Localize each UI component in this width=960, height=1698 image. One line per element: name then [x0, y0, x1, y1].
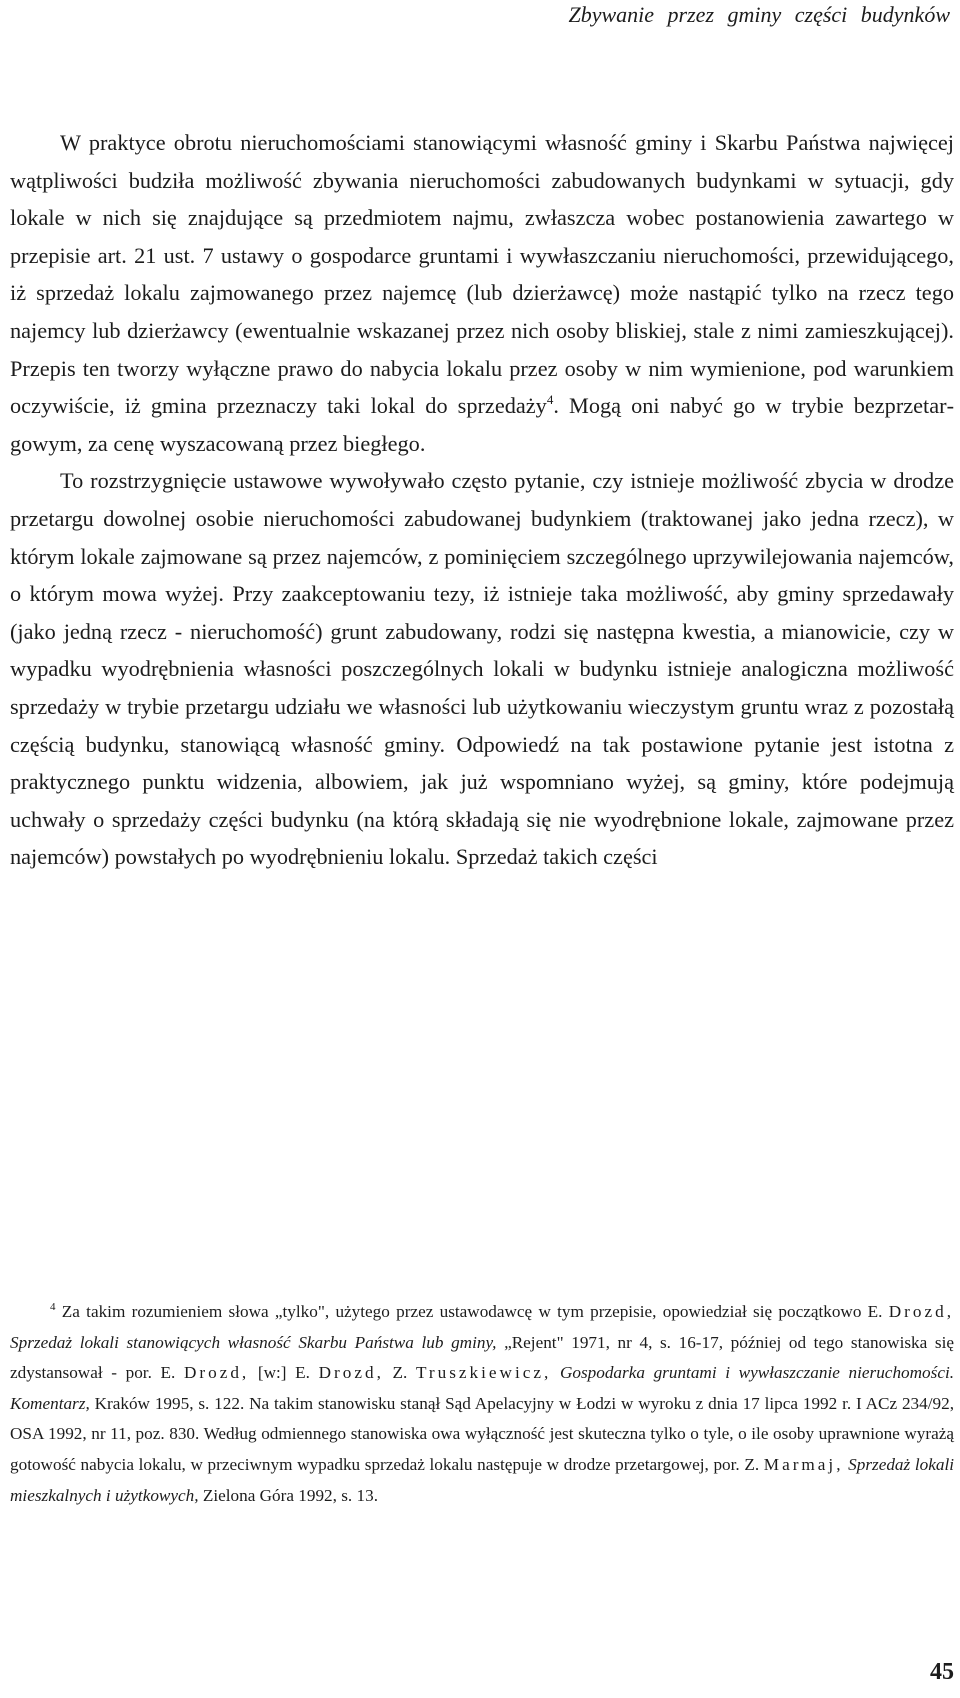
author-name: Drozd, [888, 1302, 955, 1321]
work-title: Sprzedaż lokali stanowiących własność Skarbu Państwa lub gminy, [10, 1332, 497, 1352]
footnote-text: Za takim rozumieniem słowa „tylko", użytego przez ustawodawcę w tym przepisie, opowiedział się początkowo E. [61, 1302, 883, 1321]
paragraph-2: To rozstrzygnięcie ustawowe wywoływało często pytanie, czy istnieje możliwość zbycia w drodze przetargu dowolnej osobie nieruchomości zabudowanej budynkiem (traktowanej jako jedna rzecz), w którym lokale zajmowane są przez najemców, z pominięciem szczególnego uprzywilejowania najemców, o którym mowa wyżej. Przy zaakceptowaniu tezy, iż istnieje taka możliwość, aby gminy sprzedawały (jako jedną rzecz - nieruchomość) grunt zabudowany, rodzi się następna kwestia, a mianowicie, czy w wypadku wyodrębnienia własności poszczególnych lokali w budynku istnieje analogiczna możliwość sprzedaży w trybie przetargu udziału we własności lub użytkowaniu wieczystym gruntu wraz z pozostałą częścią budynku, stanowiącą własność gminy. Odpowiedź na tak postawione pytanie jest istotna z praktycznego punktu widzenia, albowiem, jak już wspomniano wyżej, są gminy, które podejmują uchwały o sprzedaży części budynku (na którą składają się nie wyodrębnione lokale, zajmowane przez najemców) powstałych po wyodrębnieniu lokalu. Sprzedaż takich części [10, 468, 954, 870]
footnote-text: [w:] E. [257, 1363, 310, 1383]
work-title: Sprzedaż lokali mieszkalnych i użytkowych, [10, 1454, 954, 1505]
author-name: Marmaj, [763, 1454, 844, 1474]
page-number: 45 [930, 1659, 954, 1685]
footnotes [10, 1297, 954, 1511]
body-text [10, 124, 954, 876]
footnote-text: „Rejent" 1971, nr 4, s. 16-17, później od tego stanowiska się zdystansował - por. E. [10, 1332, 954, 1383]
footnote-text: Z. [392, 1363, 408, 1383]
author-name: Truszkiewicz, [416, 1363, 552, 1383]
paragraph-1 [10, 124, 954, 462]
footnote-reference: 4 [546, 392, 554, 408]
running-header: Zbywanie przez gminy części budynków [568, 2, 950, 27]
paragraph-1-text: W praktyce obrotu nieruchomościami stanowiącymi własność gminy i Skarbu Państwa najwięcej wątpliwości budziła możliwość zbywania nieruchomości zabudowanych budynkami w sytuacji, gdy lokale w nich się znajdujące są przedmiotem najmu, zwłaszcza wobec postanowienia zawartego w przepisie art. 21 ust. 7 ustawy o gospodarce gruntami i wywłaszczaniu nieruchomości, przewidującego, iż sprzedaż lokalu zajmowanego przez najemcę (lub dzierżawcę) może nastąpić tylko na rzecz tego najemcy lub dzierżawcy (ewentualnie wskazanej przez nich osoby bliskiej, stale z nimi zamieszkującej). Przepis ten tworzy wyłączne prawo do nabycia lokalu przez osoby w nim wymienione, pod warunkiem oczywiście, iż gmina przeznaczy taki lokal do sprzedaży [10, 130, 954, 419]
author-name: Drozd, [183, 1363, 250, 1383]
footnote-text: Zielona Góra 1992, s. 13. [202, 1485, 379, 1505]
footnote-4 [10, 1297, 954, 1511]
footnote-number: 4 [50, 1301, 56, 1313]
footnote-text: Kraków 1995, s. 122. Na takim stanowisku stanął Sąd Apelacyjny w Łodzi w wyroku z dnia 17 lipca 1992 r. I ACz 234/92, OSA 1992, nr 11, poz. 830. Według odmiennego stanowiska owa wyłączność jest skuteczna tylko o tyle, o ile osoby uprawnione wyrażą gotowość nabycia lokalu, w przeciwnym wypadku sprzedaż lokalu następuje w drodze przetargowej, por. Z. [10, 1393, 955, 1474]
work-title: Gospodarka gruntami i wywłaszczanie nieruchomości. Komentarz, [10, 1363, 955, 1413]
author-name: Drozd, [318, 1363, 384, 1383]
paragraph-1-text-end: . Mogą oni nabyć go w trybie bezprzetargowym, za cenę wyszacowaną przez biegłego. [10, 393, 954, 456]
